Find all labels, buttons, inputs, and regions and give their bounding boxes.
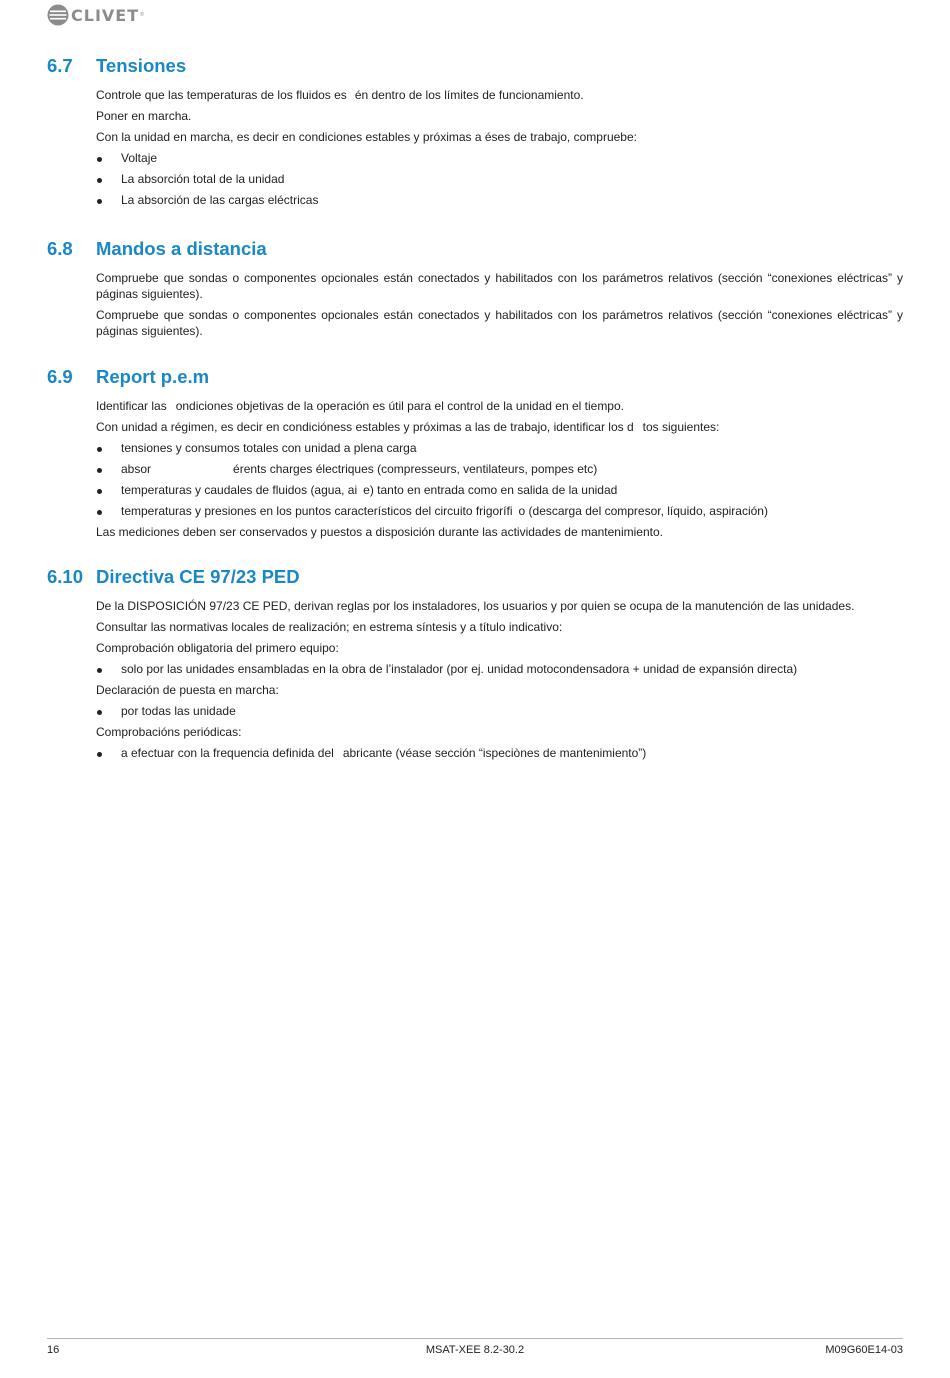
bullet-item: La absorción de las cargas eléctricas	[96, 192, 903, 208]
section-6-7	[47, 55, 903, 213]
paragraph: Comprobación obligatoria del primero equipo:	[96, 641, 339, 655]
bullet-item: temperaturas y presiones en los puntos característicos del circuito frigorífi o (descarga del compresor, líquido, aspiración)	[96, 503, 903, 519]
model-range: MSAT-XEE 8.2-30.2	[425, 1344, 525, 1356]
section-number: 6.9	[47, 366, 73, 387]
bullet-item: La absorción total de la unidad	[96, 171, 903, 187]
section-body	[96, 87, 903, 208]
bullet-item: por todas las unidade	[96, 703, 903, 719]
bullet-item: a efectuar con la frequencia definida del abricante (véase sección “ispeciònes de mantenimiento”)	[96, 745, 903, 761]
section-6-8	[47, 238, 903, 344]
paragraph: De la DISPOSICIÓN 97/23 CE PED, derivan reglas por los instaladores, los usuarios y por quien se ocupa de la manutención de las unidades.	[96, 599, 855, 613]
section-title: Tensiones	[96, 55, 187, 76]
footer-divider	[47, 1338, 903, 1339]
paragraph: Consultar las normativas locales de realización; en estrema síntesis y a título indicativo:	[96, 620, 563, 634]
section-body	[96, 270, 903, 339]
clivet-logo-icon	[47, 4, 69, 26]
paragraph: Las mediciones deben ser conservados y puestos a disposición durante las actividades de mantenimiento.	[96, 525, 663, 539]
paragraph: Compruebe que sondas o componentes opcionales están conectados y habilitados con los parámetros relativos (sección “conexiones eléctricas” y páginas siguientes).	[96, 271, 903, 301]
section-6-10	[47, 566, 903, 766]
bullet-item: absor érents charges électriques (compresseurs, ventilateurs, pompes etc)	[96, 461, 903, 477]
paragraph: Con unidad a régimen, es decir en condicióness estables y próximas a las de trabajo, identificar los d tos siguientes:	[96, 420, 720, 434]
section-heading	[47, 238, 903, 262]
section-number: 6.10	[47, 566, 84, 587]
page-number: 16	[47, 1344, 60, 1356]
section-heading	[47, 55, 903, 79]
section-heading	[47, 566, 903, 590]
section-6-9	[47, 366, 903, 545]
brand-name: CLIVET	[71, 5, 140, 25]
paragraph: Poner en marcha.	[96, 109, 192, 123]
bullet-item: solo por las unidades ensambladas en la obra de l’instalador (por ej. unidad motocondensadora + unidad de expansión directa)	[96, 661, 903, 677]
page-footer	[47, 1344, 903, 1358]
section-title: Report p.e.m	[96, 366, 210, 387]
section-heading	[47, 366, 903, 390]
bullet-item: tensiones y consumos totales con unidad a plena carga	[96, 440, 903, 456]
paragraph: Identificar las ondiciones objetivas de la operación es útil para el control de la unidad en el tiempo.	[96, 399, 624, 413]
paragraph: Comprobacións periódicas:	[96, 725, 242, 739]
paragraph: Con la unidad en marcha, es decir en condiciones estables y próximas a éses de trabajo, compruebe:	[96, 130, 637, 144]
section-body	[96, 398, 903, 540]
section-number: 6.7	[47, 55, 73, 76]
paragraph: Declaración de puesta en marcha:	[96, 683, 279, 697]
paragraph: Compruebe que sondas o componentes opcionales están conectados y habilitados con los parámetros relativos (sección “conexiones eléctricas” y páginas siguientes).	[96, 308, 903, 338]
bullet-item: Voltaje	[96, 150, 903, 166]
brand-logo	[47, 4, 144, 26]
document-code: M09G60E14-03	[825, 1344, 903, 1356]
bullet-item: temperaturas y caudales de fluidos (agua, ai e) tanto en entrada como en salida de la unidad	[96, 482, 903, 498]
section-body	[96, 598, 903, 761]
brand-registered-mark: ®	[140, 12, 144, 18]
section-title: Mandos a distancia	[96, 238, 267, 259]
paragraph: Controle que las temperaturas de los fluidos es én dentro de los límites de funcionamiento.	[96, 88, 584, 102]
section-title: Directiva CE 97/23 PED	[96, 566, 300, 587]
section-number: 6.8	[47, 238, 73, 259]
